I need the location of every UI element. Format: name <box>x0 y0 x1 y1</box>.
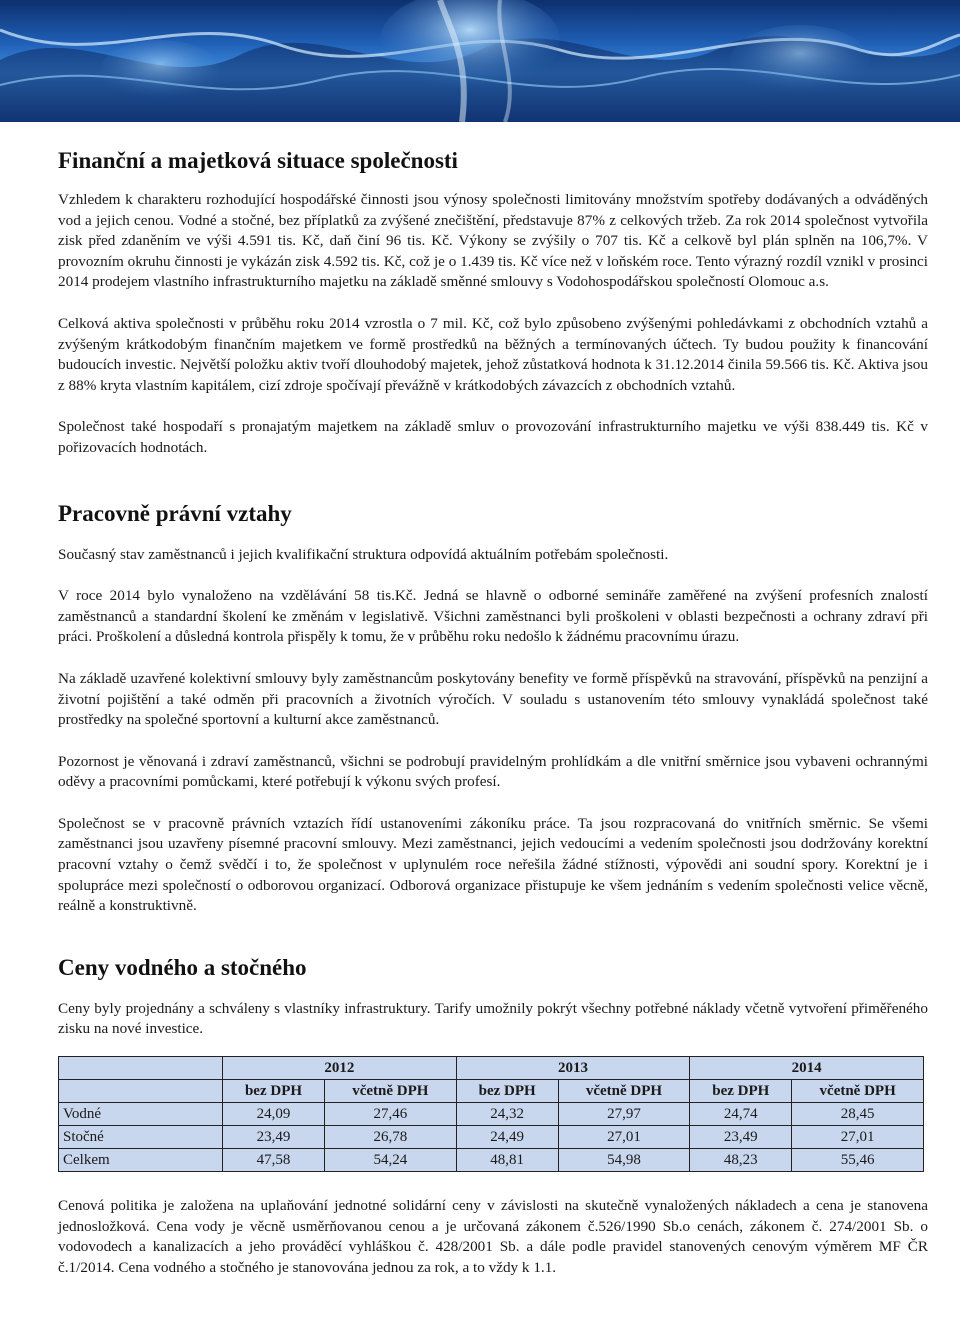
subheader: včetně DPH <box>792 1080 924 1103</box>
subheader: bez DPH <box>456 1080 558 1103</box>
water-splash-image <box>0 0 960 122</box>
section-title-prices: Ceny vodného a stočného <box>58 954 307 980</box>
paragraph: Společnost také hospodaří s pronajatým majetkem na základě smluv o provozování infrastrukturního majetku ve výši 838.449 tis. Kč v pořizovacích hodnotách. <box>58 418 928 456</box>
table-row <box>59 1149 924 1172</box>
year-header: 2014 <box>690 1057 924 1080</box>
table-cell: 27,97 <box>558 1103 690 1126</box>
price-table <box>58 1056 924 1172</box>
table-cell: 47,58 <box>223 1149 325 1172</box>
table-row <box>59 1103 924 1126</box>
paragraph: Společnost se v pracovně právních vztazích řídí ustanoveními zákoníku práce. Ta jsou rozpracovaná do vnitřních směrnic. Se všemi zaměstnanci jsou uzavřeny písemné pracovní smlouvy. Mezi zaměstnanci, jejich vedoucími a vedením společnosti jsou dodržovány korektní pracovní vztahy o čemž svědčí i to, že společnost v uplynulém roce neřešila žádné stížnosti, výpovědi ani soudní spory. Korektní je i spolupráce mezi společností o odborovou organizací. Odborová organizace přistupuje ke všem jednáním s vedením společnosti velice věcně, reálně a konstruktivně. <box>58 814 928 915</box>
row-label: Vodné <box>59 1103 223 1126</box>
table-header-cell <box>59 1080 223 1103</box>
year-header: 2013 <box>456 1057 690 1080</box>
table-cell: 27,46 <box>325 1103 457 1126</box>
table-cell: 27,01 <box>792 1126 924 1149</box>
table-cell: 23,49 <box>223 1126 325 1149</box>
table-cell: 54,24 <box>325 1149 457 1172</box>
paragraph: Pozornost je věnovaná i zdraví zaměstnanců, všichni se podrobují pravidelným prohlídkám a dle vnitřní směrnice jsou vybaveni ochrannými oděvy a pracovními pomůckami, které potřebují k výkonu svých profesí. <box>58 752 928 791</box>
section-title-labour: Pracovně právní vztahy <box>58 500 292 526</box>
subheader: včetně DPH <box>558 1080 690 1103</box>
paragraph: Současný stav zaměstnanců i jejich kvalifikační struktura odpovídá aktuálním potřebám společnosti. <box>58 545 669 563</box>
paragraph: Ceny byly projednány a schváleny s vlastníky infrastruktury. Tarify umožnily pokrýt všechny potřebné náklady včetně vytvoření přiměřeného zisku na nové investice. <box>58 999 928 1038</box>
table-cell: 55,46 <box>792 1149 924 1172</box>
header-banner <box>0 0 960 122</box>
table-cell: 24,32 <box>456 1103 558 1126</box>
table-cell: 28,45 <box>792 1103 924 1126</box>
table-cell: 26,78 <box>325 1126 457 1149</box>
paragraph: V roce 2014 bylo vynaloženo na vzdělávání 58 tis.Kč. Jedná se hlavně o odborné semináře zaměřené na zvýšení profesních znalostí zaměstnanců a standardní školení ke změnám v legislativě. Všichni zaměstnanci byli proškoleni v oblasti bezpečnosti a ochrany zdraví při práci. Proškolení a důsledná kontrola přispěly k tomu, že v průběhu roku nedošlo k žádnému pracovnímu úrazu. <box>58 587 928 646</box>
table-header-subheaders <box>59 1080 924 1103</box>
paragraph: Celková aktiva společnosti v průběhu roku 2014 vzrostla o 7 mil. Kč, což bylo způsobeno zvýšenými pohledávkami z obchodních vztahů a zvýšeným krátkodobým finančním majetkem ve formě prostředků na běžných a termínovaných účtech. Ty budou použity k financování budoucích investic. Největší položku aktiv tvoří dlouhodobý majetek, jehož zůstatková hodnota k 31.12.2014 činila 59.566 tis. Kč. Aktiva jsou z 88% kryta vlastním kapitálem, cizí zdroje spočívají převážně v krátkodobých závazcích z obchodních vztahů. <box>58 314 928 394</box>
table-cell: 48,81 <box>456 1149 558 1172</box>
year-header: 2012 <box>223 1057 457 1080</box>
document-body <box>58 148 928 1278</box>
row-label: Stočné <box>59 1126 223 1149</box>
table-cell: 48,23 <box>690 1149 792 1172</box>
paragraph: Na základě uzavřené kolektivní smlouvy byly zaměstnancům poskytovány benefity ve formě příspěvků na stravování, příspěvků na penzijní a životní pojištění a také odměn při pracovních a životních výročích. V souladu s ustanovením této smlouvy vynakládá společnost také prostředky na společné sportovní a kulturní akce zaměstnanců. <box>58 669 928 729</box>
table-cell: 23,49 <box>690 1126 792 1149</box>
table-header-cell <box>59 1057 223 1080</box>
table-cell: 27,01 <box>558 1126 690 1149</box>
section-title-financial: Finanční a majetková situace společnosti <box>58 148 458 173</box>
table-header-years <box>59 1057 924 1080</box>
table-cell: 54,98 <box>558 1149 690 1172</box>
subheader: bez DPH <box>223 1080 325 1103</box>
table-row <box>59 1126 924 1149</box>
table-cell: 24,74 <box>690 1103 792 1126</box>
subheader: bez DPH <box>690 1080 792 1103</box>
subheader: včetně DPH <box>325 1080 457 1103</box>
table-cell: 24,09 <box>223 1103 325 1126</box>
table-cell: 24,49 <box>456 1126 558 1149</box>
paragraph: Cenová politika je založena na uplaňování jednotné solidární ceny v závislosti na skutečně vynaložených nákladech a cena je stanovena jednosložková. Cena vody je věcně usměrňovanou cenou a je určovaná zákonem č.526/1990 Sb.o cenách, zákonem č. 274/2001 Sb. o vodovodech a kanalizacích a jeho prováděcí vyhláškou č. 428/2001 Sb. a dále podle pravidel stanovených cenovým výměrem MF ČR č.1/2014. Cena vodného a stočného je stanovována jednou za rok, a to vždy k 1.1. <box>58 1197 928 1276</box>
paragraph: Vzhledem k charakteru rozhodující hospodářské činnosti jsou výnosy společnosti limitovány množstvím spotřeby dodávaných a odváděných vod a jejich cenou. Vodné a stočné, bez příplatků za zvýšené znečištění, představuje 87% z celkových tržeb. Za rok 2014 společnost vytvořila zisk před zdaněním ve výši 4.591 tis. Kč, daň činí 96 tis. Kč. Výkony se zvýšily o 707 tis. Kč a celkově byl plán splněn na 106,7%. V provozním okruhu činnosti je vykázán zisk 4.592 tis. Kč, což je o 1.439 tis. Kč více než v loňském roce. Tento výrazný rozdíl vznikl v prosinci 2014 prodejem vlastního infrastrukturního majetku na základě směnné smlouvy s Vodohospodářskou společností Olomouc a.s. <box>58 191 928 291</box>
row-label: Celkem <box>59 1149 223 1172</box>
